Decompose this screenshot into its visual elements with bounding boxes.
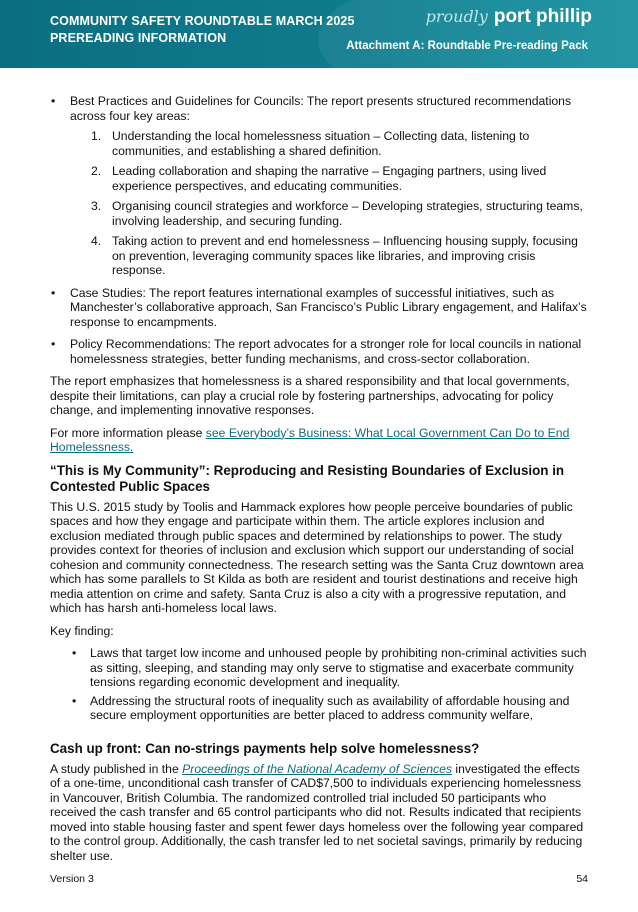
- logo-brand: port phillip: [493, 6, 592, 27]
- header-title: [50, 13, 355, 47]
- key-area-text: Taking action to prevent and end homelessness – Influencing housing supply, focusing on prevention, leveraging community spaces like libraries, and improving crisis response.: [112, 234, 578, 277]
- page-number: 54: [576, 873, 588, 885]
- cash-study-prefix: A study published in the: [50, 761, 183, 776]
- document-body: [50, 94, 590, 871]
- finding-item: • Addressing the structural roots of inequality such as availability of affordable housing and secure employment opportunities are better placed to address community welfare,: [50, 694, 590, 723]
- port-phillip-logo: [426, 6, 592, 28]
- key-area-number: 4.: [91, 234, 102, 248]
- key-area-number: 1.: [91, 129, 102, 143]
- more-info-paragraph: [50, 426, 590, 455]
- key-area-text: Leading collaboration and shaping the narrative – Engaging partners, using lived experience perspectives, and educating communities.: [112, 164, 547, 193]
- community-study-heading: “This is My Community”: Reproducing and Resisting Boundaries of Exclusion in Contested Public Spaces: [50, 462, 565, 494]
- key-areas-list: [70, 129, 590, 278]
- key-area-number: 3.: [91, 199, 102, 213]
- report-summary-list: [50, 94, 590, 366]
- key-area-item: [70, 199, 590, 228]
- report-emphasis: The report emphasizes that homelessness is a shared responsibility and that local governments, despite their limitations, can play a crucial role by fostering partnerships, advocating for policy change, and implementing innovative responses.: [50, 374, 570, 417]
- key-area-text: Understanding the local homelessness situation – Collecting data, listening to communities, and establishing a shared definition.: [112, 129, 530, 158]
- community-study-body: This U.S. 2015 study by Toolis and Hammack explores how people perceive boundaries of public spaces and how they engage and participate within them. The article explores inclusion and exclusion mediated through public spaces and determined by relationships to power. The study provides context for theories of inclusion and exclusion which support our understanding of social cohesion and community connectedness. The research setting was the Santa Cruz downtown area which has some parallels to St Kilda as both are resident and tourist destinations and receive high media attention on crime and safety. Santa Cruz is also a city with a progressive reputation, and which has harsh anti-homeless local laws.: [50, 499, 584, 615]
- cash-study-body: [50, 762, 590, 864]
- logo-script: proudly: [425, 7, 488, 26]
- key-findings-list: [50, 646, 590, 723]
- attachment-label: Attachment A: Roundtable Pre-reading Pack: [346, 40, 588, 52]
- pnas-link[interactable]: Proceedings of the National Academy of Sciences: [182, 761, 452, 776]
- header-title-line2: PREREADING INFORMATION: [50, 31, 227, 45]
- cash-study-rest: investigated the effects of a one-time, unconditional cash transfer of CAD$7,500 to individuals experiencing homelessness in Vancouver, British Columbia. The randomized controlled trial included 50 participants who received the cash transfer and 65 control participants who did not. Results indicated that recipients moved into stable housing faster and spent fewer days homeless over the following year compared to the control group. Additionally, the cash transfer led to net societal savings, primarily by reducing shelter use.: [50, 761, 584, 863]
- page-header: [0, 0, 638, 68]
- cash-up-front-heading: Cash up front: Can no-strings payments help solve homelessness?: [50, 740, 480, 756]
- list-item-best-practices: [50, 94, 590, 278]
- key-area-item: [70, 129, 590, 158]
- more-info-prefix: For more information please: [50, 425, 206, 440]
- finding-item: • Laws that target low income and unhoused people by prohibiting non-criminal activities such as sitting, sleeping, and standing may only serve to stigmatise and exacerbate community tensions regarding economic development and inequality.: [50, 646, 590, 690]
- header-title-line1: COMMUNITY SAFETY ROUNDTABLE MARCH 2025: [50, 14, 355, 28]
- key-area-number: 2.: [91, 164, 102, 178]
- list-item-policy: • Policy Recommendations: The report advocates for a stronger role for local councils in national homelessness strategies, better funding mechanisms, and cross-sector collaboration.: [50, 337, 590, 366]
- key-finding-label: Key finding:: [50, 623, 114, 638]
- key-area-item: [70, 234, 590, 278]
- best-practices-text: Best Practices and Guidelines for Councils: The report presents structured recommendations across four key areas:: [70, 94, 572, 123]
- list-item-case-studies: • Case Studies: The report features international examples of successful initiatives, such as Manchester’s collaborative approach, San Francisco’s Public Library engagement, and Halifax’s response to encampments.: [50, 286, 590, 330]
- version-label: Version 3: [50, 873, 94, 885]
- key-area-item: [70, 164, 590, 193]
- key-area-text: Organising council strategies and workforce – Developing strategies, structuring teams, involving leadership, and securing funding.: [112, 199, 583, 228]
- everybodys-business-link[interactable]: see Everybody’s Business: What Local Government Can Do to End Homelessness.: [50, 425, 570, 454]
